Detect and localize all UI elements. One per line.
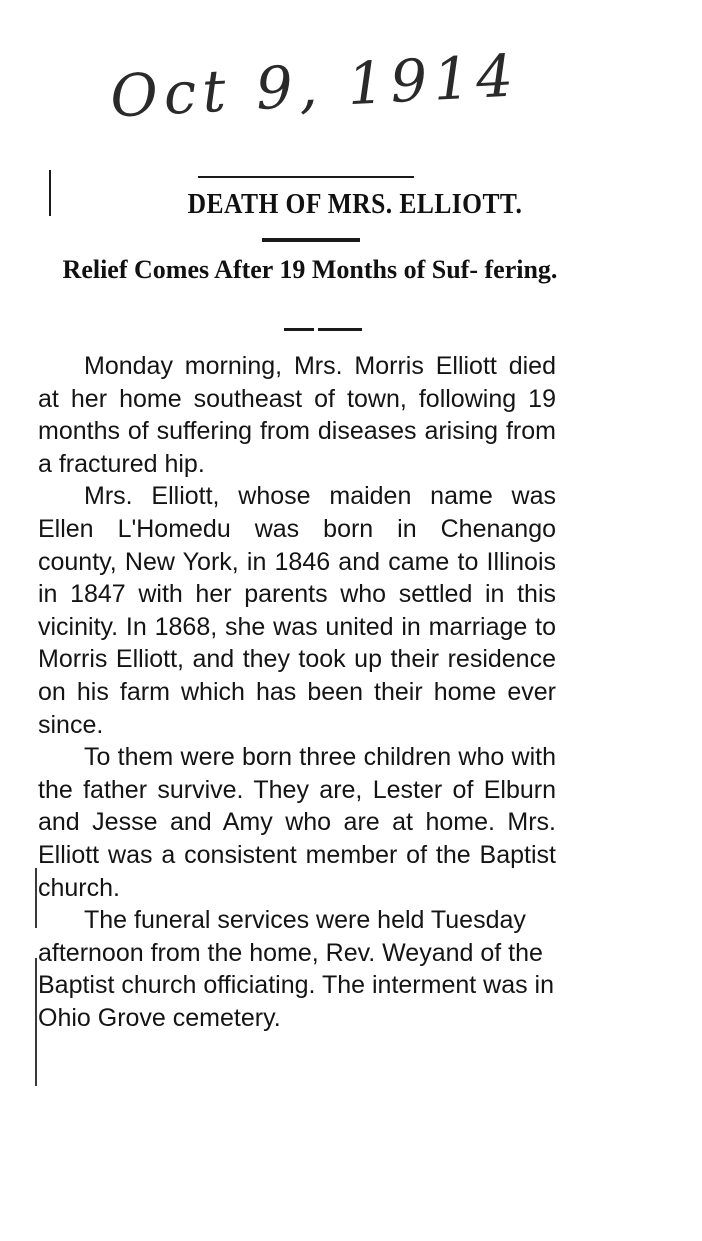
article-body bbox=[38, 350, 556, 1034]
headline-underline bbox=[262, 238, 360, 242]
paragraph: Monday morning, Mrs. Morris Elliott died at her home southeast of town, following 19 months of suffering from diseases arising from a fractured hip. bbox=[38, 352, 556, 478]
handwritten-date: Oct 9, 1914 bbox=[108, 41, 521, 131]
margin-mark bbox=[35, 868, 37, 928]
paragraph: Mrs. Elliott, whose maiden name was Ellen L'Homedu was born in Chenango county, New York, in 1846 and came to Illinois in 1847 with her parents who settled in this vicinity. In 1868, she was united in marriage to Morris Elliott, and they took up their residence on his farm which has been their home ever since. bbox=[38, 482, 556, 739]
margin-mark bbox=[35, 958, 37, 1086]
headline: DEATH OF MRS. ELLIOTT. bbox=[187, 188, 523, 220]
subheadline: Relief Comes After 19 Months of Suf- fering. bbox=[62, 255, 558, 284]
paragraph: To them were born three children who with the father survive. They are, Lester of Elburn and Jesse and Amy who are at home. Mrs. Elliott was a consistent member of the Baptist church. bbox=[38, 743, 556, 902]
paragraph: The funeral services were held Tuesday afternoon from the home, Rev. Weyand of the Baptist church officiating. The interment was in Ohio Grove cemetery. bbox=[38, 906, 555, 1032]
top-rule bbox=[198, 176, 414, 178]
section-divider bbox=[284, 328, 362, 332]
left-edge-mark bbox=[49, 170, 51, 216]
